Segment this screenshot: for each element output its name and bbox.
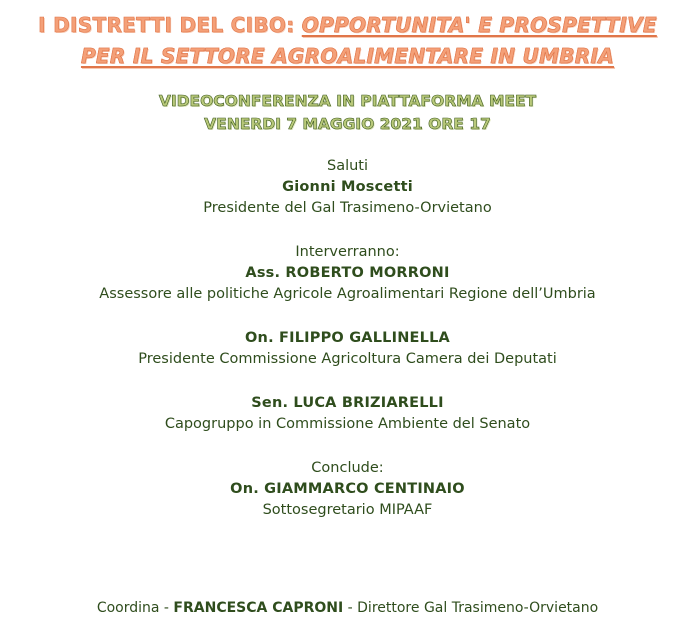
conclusion-name: On. GIAMMARCO CENTINAIO	[230, 481, 465, 497]
speaker-name: Sen. LUCA BRIZIARELLI	[251, 395, 444, 411]
speakers-intro: Interverranno:	[295, 244, 400, 260]
subtitle-date: VENERDI 7 MAGGIO 2021 ORE 17	[204, 115, 491, 133]
speaker-block-3	[0, 393, 695, 435]
speaker-role: Presidente Commissione Agricoltura Camera dei Deputati	[138, 351, 557, 367]
title-emphasis-line2: PER IL SETTORE AGROALIMENTARE IN UMBRIA	[80, 44, 615, 68]
greetings-block	[0, 156, 695, 219]
speaker-role: Assessore alle politiche Agricole Agroalimentari Regione dell’Umbria	[99, 286, 596, 302]
speaker-name: On. FILIPPO GALLINELLA	[245, 330, 450, 346]
moderator-role: - Direttore Gal Trasimeno-Orvietano	[343, 600, 599, 616]
speaker-name: Ass. ROBERTO MORRONI	[245, 265, 450, 281]
moderator-prefix: Coordina -	[96, 600, 174, 616]
speaker-block-1	[0, 242, 695, 305]
moderator-line	[0, 598, 695, 618]
event-title	[0, 0, 695, 72]
title-prefix: I DISTRETTI DEL CIBO:	[38, 13, 302, 37]
event-subtitle	[0, 90, 695, 136]
greetings-name: Gionni Moscetti	[282, 179, 413, 195]
subtitle-platform: VIDEOCONFERENZA IN PIATTAFORMA MEET	[158, 92, 537, 110]
speaker-block-2	[0, 328, 695, 370]
greetings-role: Presidente del Gal Trasimeno-Orvietano	[203, 200, 492, 216]
speaker-role: Capogruppo in Commissione Ambiente del Senato	[164, 416, 531, 432]
program	[0, 156, 695, 521]
conclusion-role: Sottosegretario MIPAAF	[262, 502, 433, 518]
conclusion-block	[0, 458, 695, 521]
title-emphasis-line1: OPPORTUNITA' E PROSPETTIVE	[301, 13, 657, 37]
moderator-name: FRANCESCA CAPRONI	[173, 600, 344, 616]
conclusion-intro: Conclude:	[311, 460, 384, 476]
greetings-intro: Saluti	[326, 158, 369, 174]
